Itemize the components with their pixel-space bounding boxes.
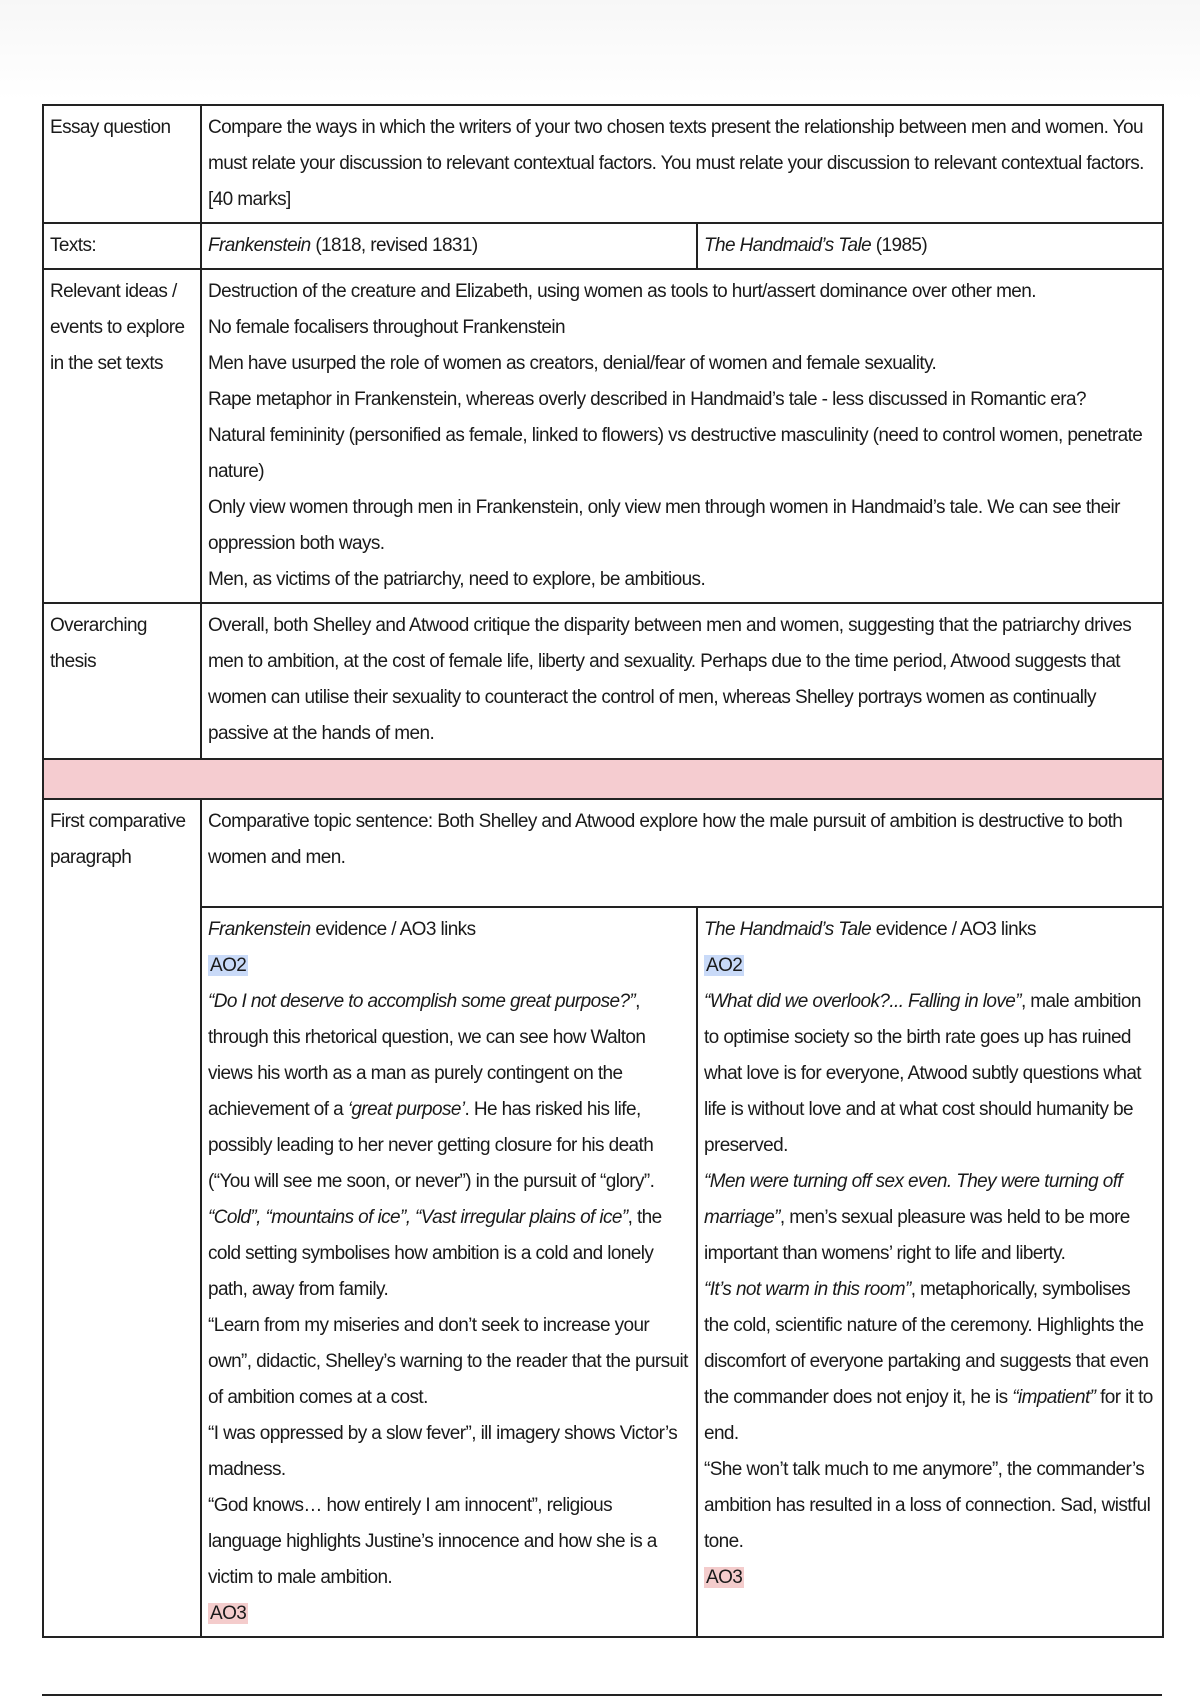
quote: ‘great purpose’ bbox=[347, 1099, 465, 1120]
thesis-text: Overall, both Shelley and Atwood critique the disparity between men and women, suggesting that the patriarchy drives men to ambition, at the cost of female life, liberty and sexuality. Perhaps due to the time period, Atwood suggests that women can utilise their sexuality to counteract the control of men, whereas Shelley portrays women as continually passive at the hands of men. bbox=[201, 603, 1163, 759]
idea-item: Rape metaphor in Frankenstein, whereas overly described in Handmaid’s tale - less discussed in Romantic era? bbox=[208, 389, 1086, 410]
thesis-label: Overarching thesis bbox=[43, 603, 201, 759]
quote: “What did we overlook?... Falling in love” bbox=[704, 991, 1021, 1012]
idea-item: Men, as victims of the patriarchy, need to explore, be ambitious. bbox=[208, 569, 706, 590]
handmaid-evidence-2 bbox=[704, 1164, 1156, 1272]
handmaid-heading-title: The Handmaid’s Tale bbox=[704, 919, 872, 940]
ao3-tag: AO3 bbox=[706, 1567, 743, 1588]
handmaid-evidence-4: “She won’t talk much to me anymore”, the commander’s ambition has resulted in a loss of connection. Sad, wistful tone. bbox=[704, 1459, 1151, 1552]
idea-item: No female focalisers throughout Frankenstein bbox=[208, 317, 565, 338]
frankenstein-evidence-5: “God knows… how entirely I am innocent”, religious language highlights Justine’s innocence and how she is a victim to male ambition. bbox=[208, 1495, 657, 1588]
ao2-tag: AO2 bbox=[706, 955, 743, 976]
handmaid-heading-rest: evidence / AO3 links bbox=[871, 919, 1036, 940]
quote: “It’s not warm in this room” bbox=[704, 1279, 911, 1300]
ideas-row bbox=[43, 269, 1163, 603]
handmaid-evidence-1 bbox=[704, 984, 1156, 1164]
paragraph1-label: First comparative paragraph bbox=[43, 799, 201, 1637]
analysis: , the cold setting symbolises how ambition is a cold and lonely path, away from family. bbox=[208, 1207, 662, 1300]
idea-item: Only view women through men in Frankenstein, only view men through women in Handmaid’s tale. We can see their oppression both ways. bbox=[208, 497, 1120, 554]
ao2-tag: AO2 bbox=[210, 955, 247, 976]
handmaid-ao3-line bbox=[704, 1560, 1156, 1596]
analysis: for it to end. bbox=[704, 1387, 1153, 1444]
texts-label: Texts: bbox=[43, 223, 201, 269]
frankenstein-ao3-line bbox=[208, 1596, 690, 1632]
quote: “Do I not deserve to accomplish some great purpose?” bbox=[208, 991, 636, 1012]
essay-question-row bbox=[43, 105, 1163, 223]
quote: “Cold”, “mountains of ice”, “Vast irregular plains of ice” bbox=[208, 1207, 628, 1228]
frankenstein-evidence-heading bbox=[208, 912, 690, 948]
section-divider bbox=[43, 759, 1163, 799]
idea-item: Men have usurped the role of women as creators, denial/fear of women and female sexuality. bbox=[208, 353, 937, 374]
ideas-list bbox=[201, 269, 1163, 603]
analysis: , male ambition to optimise society so the birth rate goes up has ruined what love is for everyone, Atwood subtly questions what life is without love and at what cost should humanity be preserved. bbox=[704, 991, 1141, 1156]
frankenstein-evidence-cell bbox=[201, 907, 697, 1637]
frankenstein-heading-title: Frankenstein bbox=[208, 919, 311, 940]
frankenstein-evidence-2 bbox=[208, 1200, 690, 1308]
quote: “Men were turning off sex even. They were turning off marriage” bbox=[704, 1171, 1123, 1228]
frankenstein-evidence-1 bbox=[208, 991, 654, 1192]
handmaid-evidence-cell bbox=[697, 907, 1163, 1637]
analysis: , metaphorically, symbolises the cold, scientific nature of the ceremony. Highlights the discomfort of everyone partaking and suggests that even the commander does not enjoy it, he is bbox=[704, 1279, 1149, 1408]
page-background bbox=[0, 0, 1200, 100]
ideas-label: Relevant ideas / events to explore in the set texts bbox=[43, 269, 201, 603]
paragraph1-topic-row bbox=[43, 799, 1163, 907]
essay-question-label: Essay question bbox=[43, 105, 201, 223]
handmaid-ao2-line bbox=[704, 948, 1156, 984]
paragraph1-topic-sentence: Comparative topic sentence: Both Shelley and Atwood explore how the male pursuit of ambition is destructive to both women and men. bbox=[201, 799, 1163, 907]
frankenstein-ao2-line bbox=[208, 948, 690, 984]
frankenstein-evidence-3: “Learn from my miseries and don’t seek to increase your own”, didactic, Shelley’s warning to the reader that the pursuit of ambition comes at a cost. bbox=[208, 1315, 688, 1408]
texts-row bbox=[43, 223, 1163, 269]
text1-cell bbox=[201, 223, 697, 269]
text1-date: (1818, revised 1831) bbox=[310, 235, 478, 256]
essay-plan-table bbox=[42, 104, 1164, 1638]
handmaid-evidence-3 bbox=[704, 1272, 1156, 1452]
analysis: , men’s sexual pleasure was held to be more important than womens’ right to life and liberty. bbox=[704, 1207, 1130, 1264]
idea-item: Natural femininity (personified as female, linked to flowers) vs destructive masculinity (need to control women, penetrate nature) bbox=[208, 425, 1143, 482]
text2-title: The Handmaid’s Tale bbox=[704, 235, 872, 256]
essay-question-text: Compare the ways in which the writers of your two chosen texts present the relationship between men and women. You must relate your discussion to relevant contextual factors. You must relate your discussion to relevant contextual factors. [40 marks] bbox=[201, 105, 1163, 223]
paragraph1-evidence-row bbox=[43, 907, 1163, 1637]
section-divider-bar bbox=[43, 759, 1163, 799]
handmaid-evidence-heading bbox=[704, 912, 1156, 948]
quote: “impatient” bbox=[1012, 1387, 1096, 1408]
frankenstein-heading-rest: evidence / AO3 links bbox=[310, 919, 476, 940]
thesis-row bbox=[43, 603, 1163, 759]
text2-cell bbox=[697, 223, 1163, 269]
analysis: . He has risked his life, possibly leading to her never getting closure for his death (“You will see me soon, or never”) in the pursuit of “glory”. bbox=[208, 1099, 655, 1192]
text1-title: Frankenstein bbox=[208, 235, 311, 256]
analysis: , through this rhetorical question, we can see how Walton views his worth as a man as purely contingent on the achievement of a bbox=[208, 991, 646, 1120]
ao3-tag: AO3 bbox=[210, 1603, 247, 1624]
idea-item: Destruction of the creature and Elizabeth, using women as tools to hurt/assert dominance over other men. bbox=[208, 281, 1036, 302]
frankenstein-evidence-4: “I was oppressed by a slow fever”, ill imagery shows Victor’s madness. bbox=[208, 1423, 678, 1480]
text2-date: (1985) bbox=[871, 235, 928, 256]
bottom-divider bbox=[42, 1694, 1162, 1696]
